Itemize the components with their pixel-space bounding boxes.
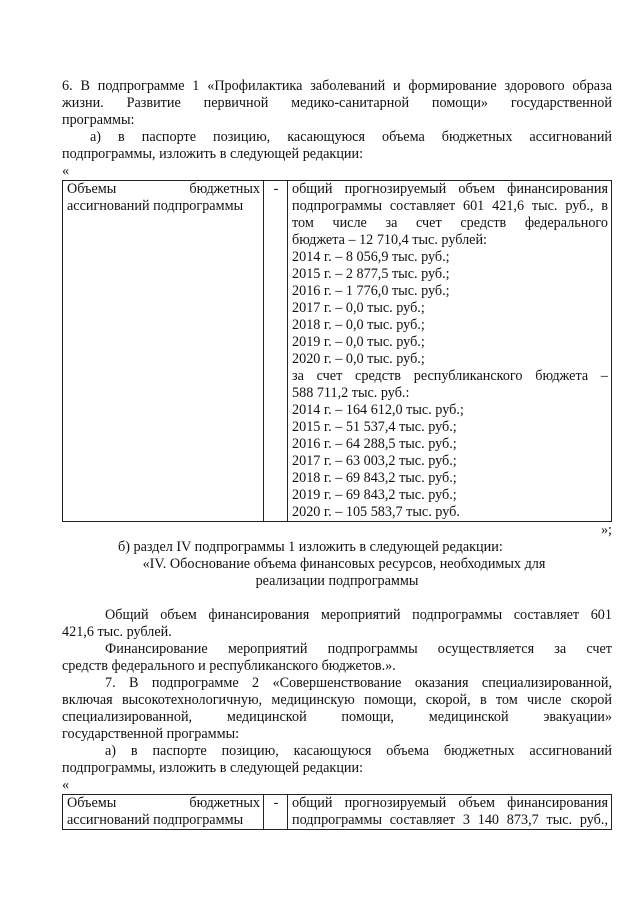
federal-year-line: 2015 г. – 2 877,5 тыс. руб.; (292, 266, 450, 282)
close-quote: »; (600, 522, 612, 538)
text-line: Финансирование мероприятий подпрограммы осуществляется за счет (105, 641, 612, 657)
text-line: общий прогнозируемый объем финансирования (292, 181, 608, 197)
republic-year-line: 2020 г. – 105 583,7 тыс. руб. (292, 504, 460, 520)
open-quote: « (62, 163, 70, 179)
text-line: Общий объем финансирования мероприятий подпрограммы составляет 601 (105, 607, 612, 623)
text-line: подпрограммы, изложить в следующей редакции: (62, 146, 364, 162)
table-cell-label (63, 181, 264, 522)
open-quote: « (62, 777, 70, 793)
text-line: том числе за счет средств федерального (292, 215, 608, 231)
financing-sources-paragraph (62, 641, 612, 675)
table-row (63, 181, 612, 522)
federal-year-line: 2017 г. – 0,0 тыс. руб.; (292, 300, 425, 316)
text-line: специализированной, медицинской помощи, медицинской эвакуации» (62, 709, 612, 725)
text-line: подпрограммы составляет 3 140 873,7 тыс. руб., (292, 812, 608, 828)
text-line: подпрограммы, изложить в следующей редакции: (62, 760, 364, 776)
text-line: Объемы бюджетных (67, 795, 260, 811)
section-7-subitem-a (62, 743, 612, 777)
republic-year-line: 2019 г. – 69 843,2 тыс. руб.; (292, 487, 457, 503)
text-line: 588 711,2 тыс. руб.: (292, 385, 410, 401)
text-line: ассигнований подпрограммы (67, 198, 244, 214)
section-6-subitem-a (62, 129, 612, 163)
text-line: жизни. Развитие первичной медико-санитарной помощи» государственной (62, 95, 612, 111)
federal-year-line: 2020 г. – 0,0 тыс. руб.; (292, 351, 425, 367)
total-financing-paragraph (62, 607, 612, 641)
document-page (62, 78, 612, 830)
text-line: Объемы бюджетных (67, 181, 260, 197)
section-6-subitem-b: б) раздел IV подпрограммы 1 изложить в следующей редакции: (118, 539, 503, 555)
text-line: 421,6 тыс. рублей. (62, 624, 172, 640)
section-heading: «IV. Обоснование объема финансовых ресурсов, необходимых для (142, 556, 546, 572)
budget-allocation-table-2 (62, 794, 612, 830)
table-cell-label (63, 795, 264, 830)
table-row (63, 795, 612, 830)
section-7-intro (62, 675, 612, 743)
text-line: за счет средств республиканского бюджета – (292, 368, 608, 384)
text-line: включая высокотехнологичную, медицинскую помощи, скорой, в том числе скорой (62, 692, 612, 708)
republic-year-line: 2015 г. – 51 537,4 тыс. руб.; (292, 419, 457, 435)
text-line: ассигнований подпрограммы (67, 812, 244, 828)
text-line: а) в паспорте позицию, касающуюся объема бюджетных ассигнований (105, 743, 612, 759)
section-heading-line2: реализации подпрограммы (255, 573, 419, 589)
text-line: 7. В подпрограмме 2 «Совершенствование оказания специализированной, (105, 675, 612, 691)
text-line: подпрограммы составляет 601 421,6 тыс. руб., в (292, 198, 608, 214)
federal-year-line: 2018 г. – 0,0 тыс. руб.; (292, 317, 425, 333)
text-line: общий прогнозируемый объем финансирования (292, 795, 608, 811)
text-line: программы: (62, 112, 135, 128)
text-line: государственной программы: (62, 726, 240, 742)
section-6-intro (62, 78, 612, 129)
text-line: 6. В подпрограмме 1 «Профилактика заболеваний и формирование здорового образа (62, 78, 612, 94)
federal-year-line: 2014 г. – 8 056,9 тыс. руб.; (292, 249, 450, 265)
table-cell-dash: - (264, 181, 288, 522)
table-cell-value (288, 181, 612, 522)
republic-year-line: 2016 г. – 64 288,5 тыс. руб.; (292, 436, 457, 452)
federal-year-line: 2016 г. – 1 776,0 тыс. руб.; (292, 283, 450, 299)
republic-year-line: 2017 г. – 63 003,2 тыс. руб.; (292, 453, 457, 469)
table-cell-value (288, 795, 612, 830)
table-cell-dash: - (264, 795, 288, 830)
text-line: бюджета – 12 710,4 тыс. рублей: (292, 232, 488, 248)
text-line: средств федерального и республиканского бюджетов.». (62, 658, 396, 674)
federal-year-line: 2019 г. – 0,0 тыс. руб.; (292, 334, 425, 350)
budget-allocation-table (62, 180, 612, 522)
republic-year-line: 2018 г. – 69 843,2 тыс. руб.; (292, 470, 457, 486)
text-line: а) в паспорте позицию, касающуюся объема бюджетных ассигнований (90, 129, 612, 145)
republic-year-line: 2014 г. – 164 612,0 тыс. руб.; (292, 402, 464, 418)
